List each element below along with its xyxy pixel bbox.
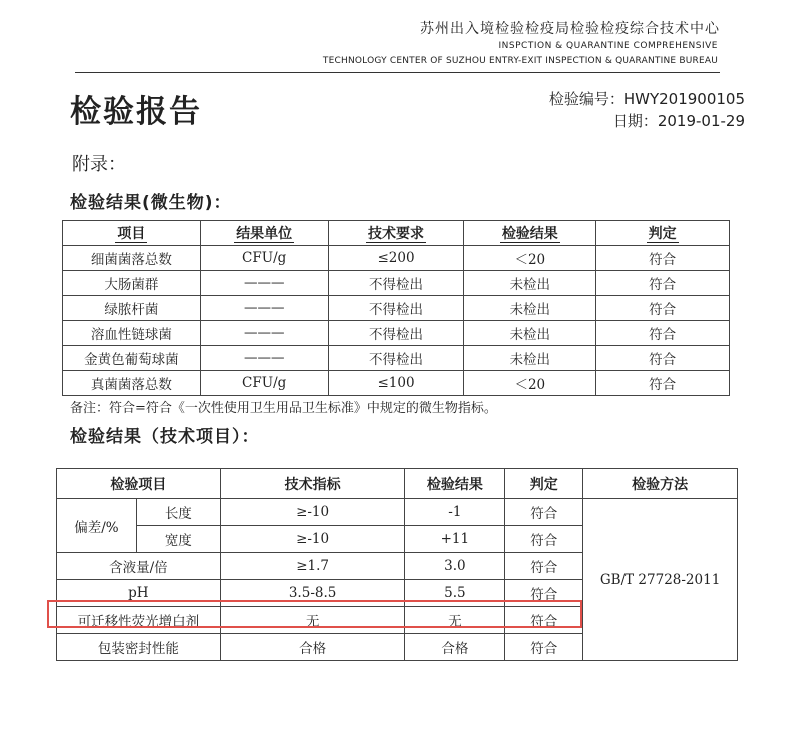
col-header-requirement: 技术要求 xyxy=(328,221,464,246)
col-header-result: 检验结果 xyxy=(405,469,505,499)
cell-verdict: 符合 xyxy=(596,371,730,396)
cell-requirement: ≤100 xyxy=(328,371,464,396)
cell-result: ＜20 xyxy=(464,246,596,271)
cell-unit: ——— xyxy=(200,321,328,346)
cell-item: pH xyxy=(57,580,221,607)
cell-item: 细菌菌落总数 xyxy=(63,246,201,271)
cell-item: 金黄色葡萄球菌 xyxy=(63,346,201,371)
cell-unit: ——— xyxy=(200,271,328,296)
cell-result: 无 xyxy=(405,607,505,634)
cell-result: 未检出 xyxy=(464,346,596,371)
cell-spec: ≥-10 xyxy=(220,499,405,526)
col-header-test-item: 检验项目 xyxy=(57,469,221,499)
col-header-result: 检验结果 xyxy=(464,221,596,246)
cell-requirement: 不得检出 xyxy=(328,271,464,296)
cell-result: +11 xyxy=(405,526,505,553)
page-title: 检验报告 xyxy=(70,94,202,130)
cell-item: 溶血性链球菌 xyxy=(63,321,201,346)
micro-section-heading: 检验结果(微生物)： xyxy=(70,193,232,213)
cell-unit: ——— xyxy=(200,296,328,321)
cell-result: 3.0 xyxy=(405,553,505,580)
table-header-row xyxy=(63,221,730,246)
table-row xyxy=(57,499,738,526)
table-row xyxy=(63,346,730,371)
cell-test-method: GB/T 27728-2011 xyxy=(583,499,738,661)
cell-result: ＜20 xyxy=(464,371,596,396)
deviation-group-label: 偏差/% xyxy=(57,499,137,553)
header-divider xyxy=(75,72,720,73)
col-header-item: 项目 xyxy=(63,221,201,246)
cell-verdict: 符合 xyxy=(505,499,583,526)
cell-result: 未检出 xyxy=(464,321,596,346)
cell-verdict: 符合 xyxy=(505,526,583,553)
col-header-verdict: 判定 xyxy=(505,469,583,499)
cell-spec: 无 xyxy=(220,607,405,634)
cell-item: 可迁移性荧光增白剂 xyxy=(57,607,221,634)
cell-spec: 合格 xyxy=(220,634,405,661)
cell-unit: CFU/g xyxy=(200,371,328,396)
cell-verdict: 符合 xyxy=(505,634,583,661)
cell-spec: ≥-10 xyxy=(220,526,405,553)
tech-results-table xyxy=(56,468,738,661)
cell-verdict: 符合 xyxy=(596,346,730,371)
cell-requirement: 不得检出 xyxy=(328,296,464,321)
cell-spec: ≥1.7 xyxy=(220,553,405,580)
cell-verdict: 符合 xyxy=(505,607,583,634)
org-name-cn: 苏州出入境检验检疫局检验检疫综合技术中心 xyxy=(420,21,720,37)
cell-result: -1 xyxy=(405,499,505,526)
micro-note: 备注：符合=符合《一次性使用卫生用品卫生标准》中规定的微生物指标。 xyxy=(70,401,497,416)
micro-results-table xyxy=(62,220,730,396)
table-row xyxy=(63,246,730,271)
cell-result: 未检出 xyxy=(464,271,596,296)
cell-verdict: 符合 xyxy=(596,296,730,321)
cell-verdict: 符合 xyxy=(505,553,583,580)
cell-verdict: 符合 xyxy=(596,271,730,296)
appendix-label: 附录： xyxy=(72,154,126,175)
cell-item: 含液量/倍 xyxy=(57,553,221,580)
cell-verdict: 符合 xyxy=(596,321,730,346)
table-row xyxy=(63,296,730,321)
table-header-row xyxy=(57,469,738,499)
report-date: 日期：2019-01-29 xyxy=(612,112,745,130)
highlight-box xyxy=(47,600,582,628)
cell-verdict: 符合 xyxy=(505,580,583,607)
org-name-en-line2: TECHNOLOGY CENTER OF SUZHOU ENTRY-EXIT INSPECTION & QUARANTINE BUREAU xyxy=(322,56,718,66)
cell-unit: CFU/g xyxy=(200,246,328,271)
cell-item: 绿脓杆菌 xyxy=(63,296,201,321)
cell-result: 5.5 xyxy=(405,580,505,607)
cell-item: 长度 xyxy=(136,499,220,526)
cell-spec: 3.5-8.5 xyxy=(220,580,405,607)
col-header-verdict: 判定 xyxy=(596,221,730,246)
col-header-spec: 技术指标 xyxy=(220,469,405,499)
cell-result: 未检出 xyxy=(464,296,596,321)
org-name-en-line1: INSPCTION & QUARANTINE COMPREHENSIVE xyxy=(498,41,718,51)
cell-item: 大肠菌群 xyxy=(63,271,201,296)
cell-requirement: 不得检出 xyxy=(328,321,464,346)
cell-requirement: ≤200 xyxy=(328,246,464,271)
cell-unit: ——— xyxy=(200,346,328,371)
report-number: 检验编号：HWY201900105 xyxy=(548,90,745,108)
cell-item: 宽度 xyxy=(136,526,220,553)
col-header-method: 检验方法 xyxy=(583,469,738,499)
cell-requirement: 不得检出 xyxy=(328,346,464,371)
cell-result: 合格 xyxy=(405,634,505,661)
tech-section-heading: 检验结果（技术项目）： xyxy=(70,427,260,447)
col-header-unit: 结果单位 xyxy=(200,221,328,246)
table-row xyxy=(63,321,730,346)
cell-verdict: 符合 xyxy=(596,246,730,271)
table-row xyxy=(63,371,730,396)
cell-item: 真菌菌落总数 xyxy=(63,371,201,396)
table-row xyxy=(63,271,730,296)
cell-item: 包装密封性能 xyxy=(57,634,221,661)
